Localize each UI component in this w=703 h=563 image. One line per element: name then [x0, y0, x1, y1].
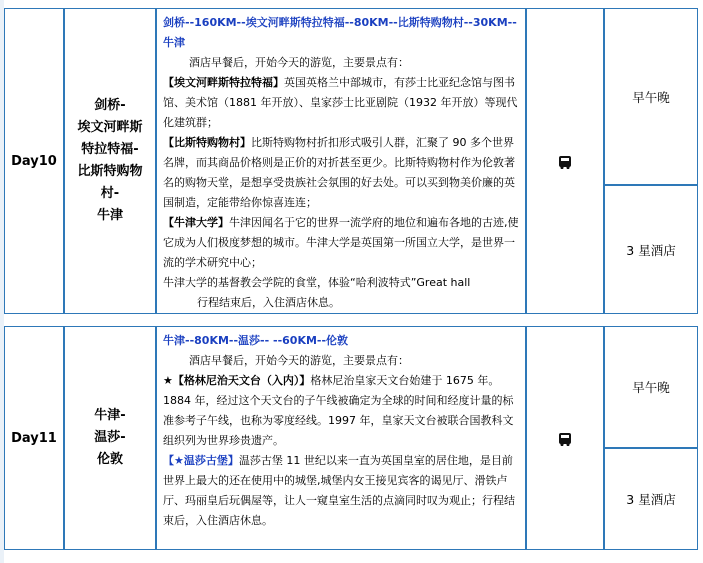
itinerary-table	[4, 8, 698, 550]
day10-end: 行程结束后，入住酒店休息。	[197, 296, 340, 309]
day11-cities	[64, 326, 156, 550]
day10-spot1-title: 【埃文河畔斯特拉特福】	[163, 76, 284, 89]
day11-spot1	[163, 371, 519, 451]
day10-cities	[64, 8, 156, 314]
day10-city-line: 特拉特福-	[81, 142, 139, 157]
bus-icon	[559, 433, 571, 444]
day10-city-line: 埃文河畔斯	[77, 120, 143, 135]
day10-city-line: 剑桥-	[94, 98, 126, 113]
day11-description	[156, 326, 526, 550]
day11-route: 牛津--80KM--温莎-- --60KM--伦敦	[163, 334, 349, 347]
bus-icon	[559, 156, 571, 167]
day10-spot3-title: 【牛津大学】	[163, 216, 229, 229]
day10-extra: 牛津大学的基督教会学院的食堂，体验“哈利波特式”Great hall	[163, 276, 471, 289]
day10-route: 剑桥--160KM--埃文河畔斯特拉特福--80KM--比斯特购物村--30KM--牛津	[163, 16, 517, 49]
day10-spot3-text: 牛津因闻名于它的世界一流学府的地位和遍布各地的古迹,使它成为人们极度梦想的城市。牛津大学是英国第一所国立大学，是世界一流的学术研究中心；	[163, 216, 519, 269]
day11-spot2-title: 【★温莎古堡】	[163, 454, 239, 467]
day10-spot2	[163, 133, 519, 213]
day11-city-line: 温莎-	[94, 430, 126, 445]
day11-city-line: 伦敦	[96, 452, 123, 467]
day10-intro: 酒店早餐后，开始今天的游览，主要景点有：	[189, 56, 409, 69]
day10-hotel: 3 星酒店	[604, 185, 698, 314]
day11-row-top	[4, 326, 698, 448]
day11-transport	[526, 326, 604, 550]
day11-hotel: 3 星酒店	[604, 448, 698, 550]
day10-spot1	[163, 73, 519, 133]
day10-city-line: 比斯特购物	[77, 164, 143, 179]
day11-spot1-title: ★【格林尼治天文台（入内）】	[163, 374, 311, 387]
day10-row-top	[4, 8, 698, 185]
day10-spot3	[163, 213, 519, 273]
day10-description	[156, 8, 526, 314]
day11-spot2-text: 温莎古堡 11 世纪以来一直为英国皇室的居住地，是目前世界上最大的还在使用中的城堡,城堡内女王接见宾客的谒见厅、滑铁卢厅、玛丽皇后玩偶屋等，让人一窥皇室生活的点滴同时叹为观止；行程结束后，入住酒店休息。	[163, 454, 515, 527]
day10-spot1-text: 英国英格兰中部城市，有莎士比亚纪念馆与图书馆、美术馆（1881 年开放）、皇家莎士比亚剧院（1932 年开放）等现代化建筑群；	[163, 76, 518, 129]
day10-city-line: 牛津	[96, 208, 123, 223]
day11-label: Day11	[4, 326, 64, 550]
day11-spot1-text: 格林尼治皇家天文台始建于 1675 年。1884 年，经过这个天文台的子午线被确定为全球的时间和经度计量的标准参考子午线，也称为零度经线。1997 年，皇家天文台被联合国教科文组织列为世界珍贵遗产。	[163, 374, 514, 447]
day10-meals: 早午晚	[604, 8, 698, 185]
day11-meals: 早午晚	[604, 326, 698, 448]
day10-city-line: 村-	[100, 186, 120, 201]
day10-spot2-title: 【比斯特购物村】	[163, 136, 251, 149]
day10-spot2-text: 比斯特购物村折扣形式吸引人群，汇聚了 90 多个世界名牌，而其商品价格则是正价的对折甚至更少。比斯特购物村作为伦敦著名的购物天堂，是想享受贵族社会氛围的好去处。可以买到物美价廉的英国制造，定能带给你惊喜连连；	[163, 136, 515, 209]
day10-label: Day10	[4, 8, 64, 314]
day10-transport	[526, 8, 604, 314]
day11-spot2	[163, 451, 519, 531]
day11-city-line: 牛津-	[94, 408, 126, 423]
day11-intro: 酒店早餐后，开始今天的游览，主要景点有：	[189, 354, 409, 367]
